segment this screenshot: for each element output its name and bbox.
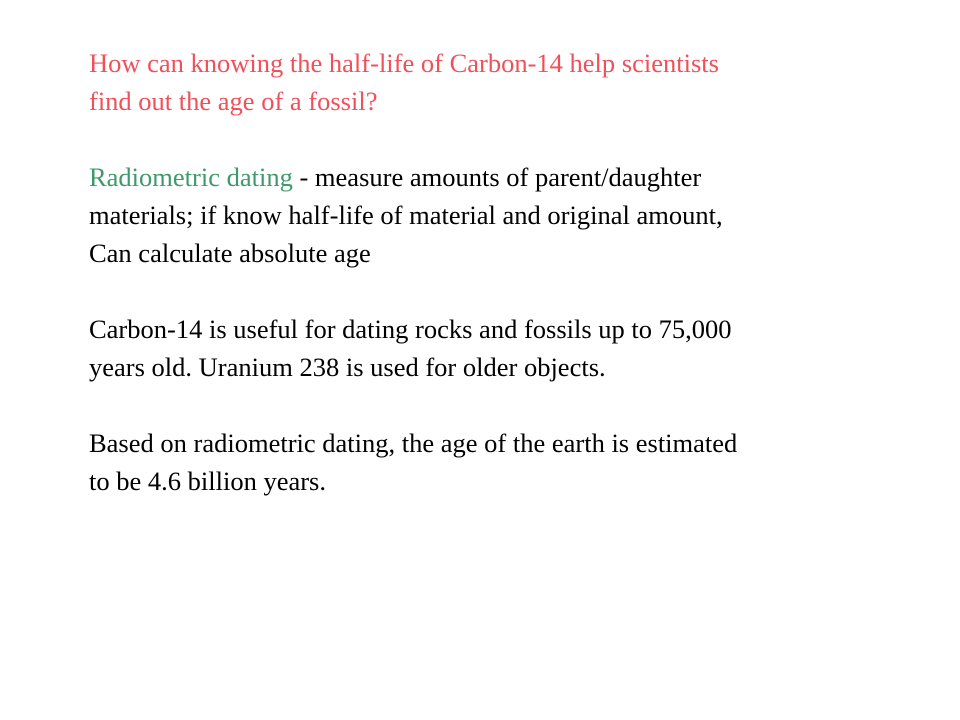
radiometric-term: Radiometric dating <box>89 162 293 192</box>
earth-age-paragraph <box>89 424 909 500</box>
question-line: How can knowing the half-life of Carbon-14 help scientists <box>89 48 719 78</box>
radiometric-definition-start: - measure amounts of parent/daughter <box>292 162 702 192</box>
earth-age-line: Based on radiometric dating, the age of the earth is estimated <box>89 428 738 458</box>
radiometric-line <box>89 158 909 196</box>
slide-content <box>89 44 909 538</box>
earth-age-line: to be 4.6 billion years. <box>89 466 326 496</box>
carbon-line: years old. Uranium 238 is used for older objects. <box>89 352 606 382</box>
radiometric-paragraph <box>89 158 909 272</box>
question-paragraph <box>89 44 909 120</box>
radiometric-line: Can calculate absolute age <box>89 238 371 268</box>
carbon-line: Carbon-14 is useful for dating rocks and fossils up to 75,000 <box>89 314 732 344</box>
question-line: find out the age of a fossil? <box>89 86 378 116</box>
radiometric-line: materials; if know half-life of material and original amount, <box>89 200 723 230</box>
carbon-paragraph <box>89 310 909 386</box>
